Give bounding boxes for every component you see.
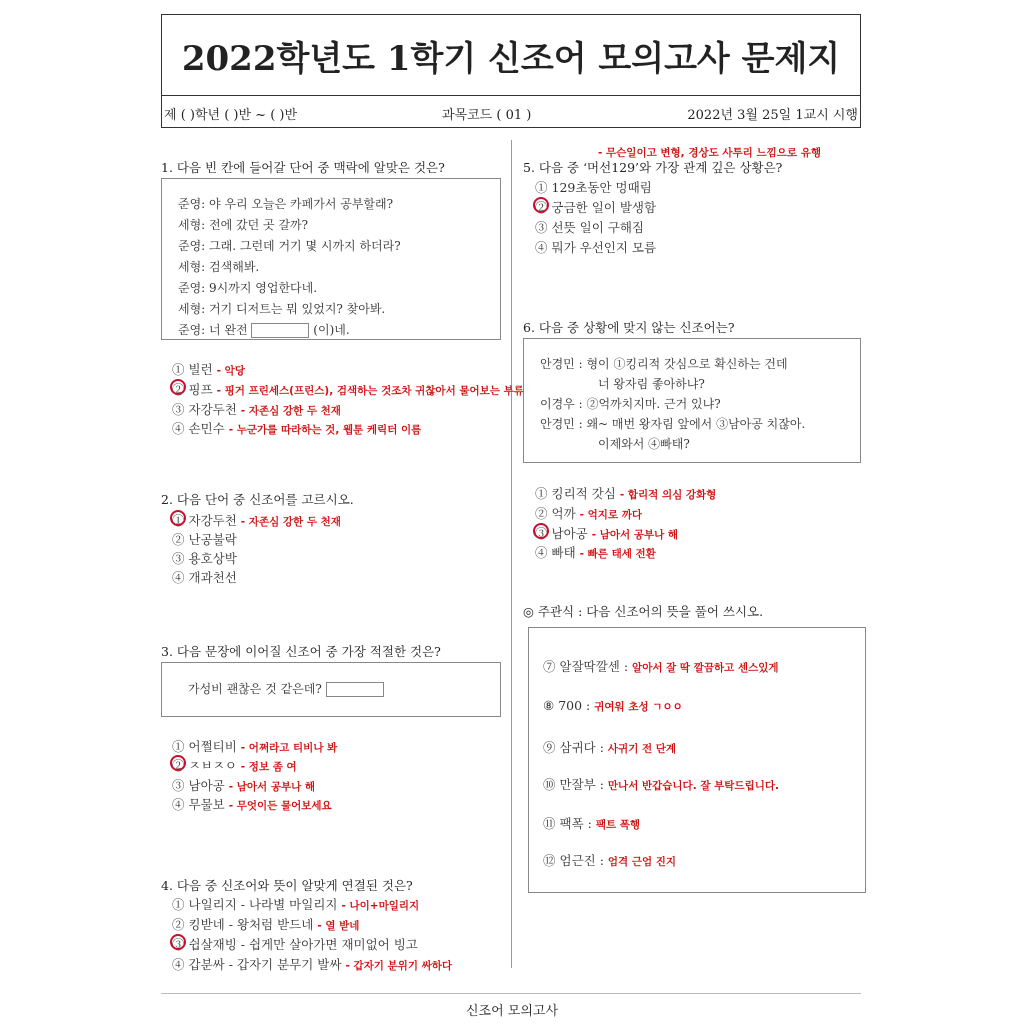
q1-dialog-line bbox=[178, 321, 350, 338]
q6-option: ③ 남아공 - 남아서 공부나 해 bbox=[535, 524, 678, 542]
q6-option: ① 킹리적 갓심 - 합리적 의심 강화형 bbox=[535, 486, 717, 501]
subjective-item: ⑩ 만잘부 : 만나서 반갑습니다. 잘 부탁드립니다. bbox=[543, 777, 779, 792]
q1-dialog-line: 준영: 9시까지 영업한다네. bbox=[178, 281, 318, 295]
q1-dialog-line: 준영: 야 우리 오늘은 카페가서 공부할래? bbox=[178, 197, 394, 211]
subjective-item: ⑦ 알잘딱깔센 : 알아서 잘 딱 깔끔하고 센스있게 bbox=[543, 659, 779, 674]
answer-circle-mark bbox=[170, 510, 186, 526]
subject-code: 과목코드 ( 01 ) bbox=[442, 108, 532, 123]
q6-question: 6. 다음 중 상황에 맞지 않는 신조어는? bbox=[523, 320, 735, 335]
q3-sentence: 가성비 괜찮은 것 같은데? bbox=[188, 680, 384, 697]
page-footer: 신조어 모의고사 bbox=[465, 1004, 559, 1019]
q5-top-note: - 무슨일이고 변형, 경상도 사투리 느낌으로 유행 bbox=[598, 147, 821, 159]
exam-title: 2022학년도 1학기 신조어 모의고사 문제지 bbox=[161, 14, 861, 96]
q6-dialog-line: 이제와서 ④빠태? bbox=[598, 437, 690, 451]
q1-dialog-line: 세형: 전에 갔던 곳 갈까? bbox=[178, 218, 309, 232]
exam-date: 2022년 3월 25일 1교시 시행 bbox=[687, 108, 858, 123]
q2-question: 2. 다음 단어 중 신조어를 고르시오. bbox=[161, 492, 354, 507]
q4-question: 4. 다음 중 신조어와 뜻이 알맞게 연결된 것은? bbox=[161, 878, 413, 893]
q6-dialog-line: 안경민 : 형이 ①킹리적 갓심으로 확신하는 건데 bbox=[540, 357, 788, 371]
q5-option: ④ 뭐가 우선인지 모름 bbox=[535, 240, 657, 255]
answer-circle-mark bbox=[533, 523, 549, 539]
q1-dialog-line: 준영: 그래. 그런데 거기 몇 시까지 하더라? bbox=[178, 239, 401, 253]
q2-option: ③ 용호상박 bbox=[172, 551, 237, 566]
q1-option: ③ 자강두천 - 자존심 강한 두 천재 bbox=[172, 402, 341, 417]
q1-dialog-line: 세형: 거기 디저트는 뭐 있었지? 찾아봐. bbox=[178, 302, 386, 316]
q1-option: ① 빌런 - 악당 bbox=[172, 362, 245, 377]
q3-sentence-box bbox=[161, 662, 501, 717]
q3-answer-blank bbox=[326, 682, 384, 697]
q1-dialog-line: 세형: 검색해봐. bbox=[178, 260, 260, 274]
q2-option: ① 자강두천 - 자존심 강한 두 천재 bbox=[172, 511, 341, 529]
q4-option: ① 나일리지 - 나라별 마일리지 - 나이+마일리지 bbox=[172, 897, 420, 912]
q5-option: ③ 선뜻 일이 구해짐 bbox=[535, 220, 644, 235]
q2-option: ④ 개과천선 bbox=[172, 570, 237, 585]
subjective-answer-box bbox=[528, 627, 866, 893]
q6-dialog-line: 너 왕자림 좋아하냐? bbox=[598, 377, 705, 391]
q4-option: ② 킹받네 - 왕처럼 받드네 - 열 받네 bbox=[172, 917, 360, 932]
q3-option: ② ㅈㅂㅈㅇ - 정보 좀 여 bbox=[172, 756, 297, 774]
q1-answer-blank bbox=[251, 323, 309, 338]
q1-option: ② 핑프 - 핑거 프린세스(프린스), 검색하는 것조차 귀찮아서 물어보는 부류 bbox=[172, 380, 524, 398]
q5-option: ① 129초동안 멍때림 bbox=[535, 180, 652, 195]
q6-option: ④ 빠태 - 빠른 태세 전환 bbox=[535, 545, 656, 560]
subjective-item: ⑫ 엄근진 : 엄격 근엄 진지 bbox=[543, 853, 677, 868]
q1-dialog-box bbox=[161, 178, 501, 340]
answer-circle-mark bbox=[533, 197, 549, 213]
answer-circle-mark bbox=[170, 379, 186, 395]
q1-last-line-prefix: 준영: 너 완전 bbox=[178, 323, 248, 337]
subjective-item: ⑨ 삼귀다 : 사귀기 전 단계 bbox=[543, 740, 677, 755]
q3-question: 3. 다음 문장에 이어질 신조어 중 가장 적절한 것은? bbox=[161, 644, 441, 659]
q6-dialog-line: 안경민 : 왜~ 매번 왕자림 앞에서 ③남아공 치잖아. bbox=[540, 417, 806, 431]
q5-question: 5. 다음 중 ‘머선129’와 가장 관계 깊은 상황은? bbox=[523, 160, 783, 175]
exam-info-row bbox=[161, 96, 861, 128]
q4-option: ③ 쉽살재빙 - 쉽게만 살아가면 재미없어 빙고 bbox=[172, 935, 418, 953]
subjective-item: ⑧ 700 : 귀여워 초성 ㄱㅇㅇ bbox=[543, 698, 683, 713]
q1-option: ④ 손민수 - 누군가를 따라하는 것, 웹툰 케릭터 이름 bbox=[172, 421, 422, 436]
q6-dialog-line: 이경우 : ②억까치지마. 근거 있냐? bbox=[540, 397, 721, 411]
column-divider bbox=[511, 140, 512, 968]
subjective-item: ⑪ 팩폭 : 팩트 폭행 bbox=[543, 816, 641, 831]
q6-dialog-box bbox=[523, 338, 861, 463]
q1-question: 1. 다음 빈 칸에 들어갈 단어 중 맥락에 알맞은 것은? bbox=[161, 160, 445, 175]
subjective-question: ◎ 주관식 : 다음 신조어의 뜻을 풀어 쓰시오. bbox=[523, 604, 764, 619]
answer-circle-mark bbox=[170, 755, 186, 771]
q3-option: ③ 남아공 - 남아서 공부나 해 bbox=[172, 778, 316, 793]
q3-option: ① 어쩔티비 - 어쩌라고 티비나 봐 bbox=[172, 739, 338, 754]
class-info: 제 ( )학년 ( )반 ~ ( )반 bbox=[164, 108, 298, 123]
q5-option: ② 궁금한 일이 발생함 bbox=[535, 198, 656, 216]
answer-circle-mark bbox=[170, 934, 186, 950]
footer-divider bbox=[161, 993, 861, 994]
q2-option: ② 난공불락 bbox=[172, 532, 237, 547]
q6-option: ② 억까 - 억지로 까다 bbox=[535, 506, 643, 521]
q1-last-line-suffix: (이)네. bbox=[313, 323, 350, 337]
q4-option: ④ 갑분싸 - 갑자기 분무기 발싸 - 갑자기 분위기 싸하다 bbox=[172, 957, 453, 972]
q3-option: ④ 무물보 - 무엇이든 물어보세요 bbox=[172, 797, 332, 812]
